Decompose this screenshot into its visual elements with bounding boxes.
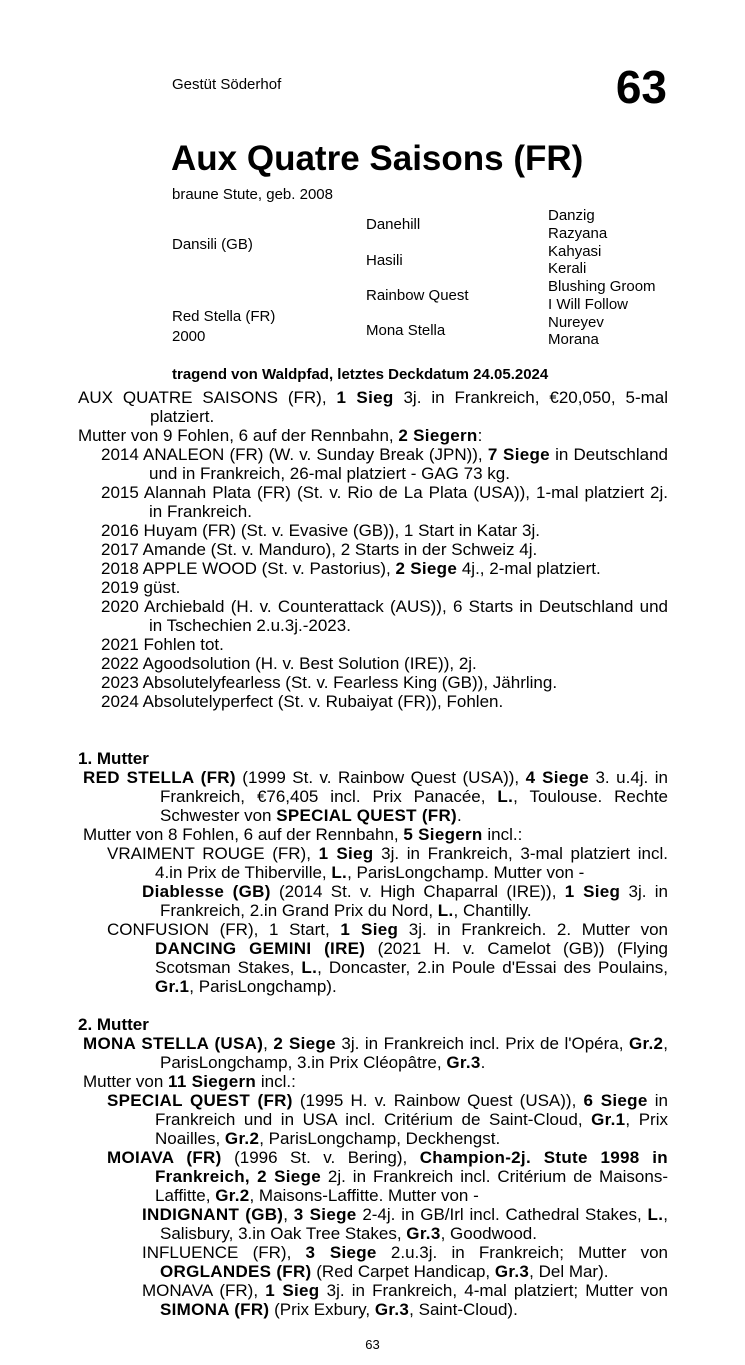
first-dam-heading: 1. Mutter (78, 749, 149, 768)
pedigree-ggp: Blushing Groom (548, 278, 656, 295)
second-dam-summary: Mutter von 11 Siegern incl.: (83, 1072, 296, 1091)
pedigree-ggp: Morana (548, 331, 599, 348)
page-number: 63 (365, 1337, 380, 1352)
pedigree-ggp: Nureyev (548, 314, 604, 331)
pedigree-ggp: Kerali (548, 260, 587, 277)
produce-record: 2019 güst. (101, 578, 181, 597)
produce-record: 2014 ANALEON (FR) (W. v. Sunday Break (JPN)), 7 Siege in Deutschland und in Frankreich, 26-mal platziert - GAG 73 kg. (101, 445, 668, 483)
catalogue-body (78, 388, 668, 1319)
pedigree-dam: Red Stella (FR) (172, 308, 276, 325)
lot-number: 63 (615, 61, 667, 113)
produce-record: INFLUENCE (FR), 3 Siege 2.u.3j. in Frankreich; Mutter von ORGLANDES (FR) (Red Carpet Handicap, Gr.3, Del Mar). (142, 1243, 669, 1281)
produce-record: MOIAVA (FR) (1996 St. v. Bering), Champion-2j. Stute 1998 in Frankreich, 2 Siege 2j. in Frankreich incl. Critérium de Maisons-Laffitte, Gr.2, Maisons-Laffitte. Mutter von - (107, 1148, 669, 1205)
pedigree-ggp: Danzig (548, 207, 595, 224)
pedigree-dam-sire: Rainbow Quest (366, 287, 469, 304)
pedigree-sire-dam: Hasili (366, 252, 403, 269)
produce-record: SPECIAL QUEST (FR) (1995 H. v. Rainbow Quest (USA)), 6 Siege in Frankreich und in USA incl. Critérium de Saint-Cloud, Gr.1, Prix Noailles, Gr.2, ParisLongchamp, Deckhengst. (107, 1091, 668, 1148)
horse-record: AUX QUATRE SAISONS (FR), 1 Sieg 3j. in Frankreich, €20,050, 5-mal platziert. (78, 388, 668, 426)
first-dam-record: RED STELLA (FR) (1999 St. v. Rainbow Quest (USA)), 4 Siege 3. u.4j. in Frankreich, €76,405 incl. Prix Panacée, L., Toulouse. Rechte Schwester von SPECIAL QUEST (FR). (83, 768, 669, 825)
produce-record: 2022 Agoodsolution (H. v. Best Solution (IRE)), 2j. (101, 654, 477, 673)
produce-record: 2020 Archiebald (H. v. Counterattack (AUS)), 6 Starts in Deutschland und in Tschechien 2.u.3j.-2023. (101, 597, 668, 635)
horse-name: Aux Quatre Saisons (FR) (171, 139, 584, 178)
cover-note: tragend von Waldpfad, letztes Deckdatum 24.05.2024 (172, 366, 549, 383)
produce-record: 2015 Alannah Plata (FR) (St. v. Rio de La Plata (USA)), 1-mal platziert 2j. in Frankreich. (101, 483, 668, 521)
second-dam-heading: 2. Mutter (78, 1015, 149, 1034)
produce-record: MONAVA (FR), 1 Sieg 3j. in Frankreich, 4-mal platziert; Mutter von SIMONA (FR) (Prix Exbury, Gr.3, Saint-Cloud). (142, 1281, 668, 1319)
produce-record: VRAIMENT ROUGE (FR), 1 Sieg 3j. in Frankreich, 3-mal platziert incl. 4.in Prix de Thiberville, L., ParisLongchamp. Mutter von - (107, 844, 668, 882)
produce-record: 2018 APPLE WOOD (St. v. Pastorius), 2 Siege 4j., 2-mal platziert. (101, 559, 601, 578)
produce-record: 2023 Absolutelyfearless (St. v. Fearless King (GB)), Jährling. (101, 673, 558, 692)
first-dam-summary: Mutter von 8 Fohlen, 6 auf der Rennbahn, 5 Siegern incl.: (83, 825, 523, 844)
pedigree-sire-sire: Danehill (366, 216, 421, 233)
dam-summary: Mutter von 9 Fohlen, 6 auf der Rennbahn, 2 Siegern: (78, 426, 483, 445)
consignor: Gestüt Söderhof (172, 76, 282, 93)
produce-record: 2016 Huyam (FR) (St. v. Evasive (GB)), 1 Start in Katar 3j. (101, 521, 540, 540)
pedigree-sire: Dansili (GB) (172, 236, 253, 253)
produce-record: 2017 Amande (St. v. Manduro), 2 Starts in der Schweiz 4j. (101, 540, 538, 559)
pedigree-ggp: Razyana (548, 225, 608, 242)
pedigree-ggp: I Will Follow (548, 296, 629, 313)
produce-record: Diablesse (GB) (2014 St. v. High Chaparral (IRE)), 1 Sieg 3j. in Frankreich, 2.in Grand Prix du Nord, L., Chantilly. (142, 882, 668, 920)
produce-record: 2024 Absolutelyperfect (St. v. Rubaiyat (FR)), Fohlen. (101, 692, 504, 711)
produce-record: CONFUSION (FR), 1 Start, 1 Sieg 3j. in Frankreich. 2. Mutter von DANCING GEMINI (IRE) (2021 H. v. Camelot (GB)) (Flying Scotsman Stakes, L., Doncaster, 2.in Poule d'Essai des Poulains, Gr.1, ParisLongchamp). (107, 920, 669, 996)
horse-description: braune Stute, geb. 2008 (172, 186, 333, 203)
pedigree-dam-dam: Mona Stella (366, 322, 446, 339)
pedigree-ggp: Kahyasi (548, 243, 602, 260)
pedigree-dam-year: 2000 (172, 328, 206, 345)
produce-record: INDIGNANT (GB), 3 Siege 2-4j. in GB/Irl incl. Cathedral Stakes, L., Salisbury, 3.in Oak Tree Stakes, Gr.3, Goodwood. (142, 1205, 668, 1243)
produce-record: 2021 Fohlen tot. (101, 635, 224, 654)
second-dam-record: MONA STELLA (USA), 2 Siege 3j. in Frankreich incl. Prix de l'Opéra, Gr.2, ParisLongchamp, 3.in Prix Cléopâtre, Gr.3. (83, 1034, 669, 1072)
